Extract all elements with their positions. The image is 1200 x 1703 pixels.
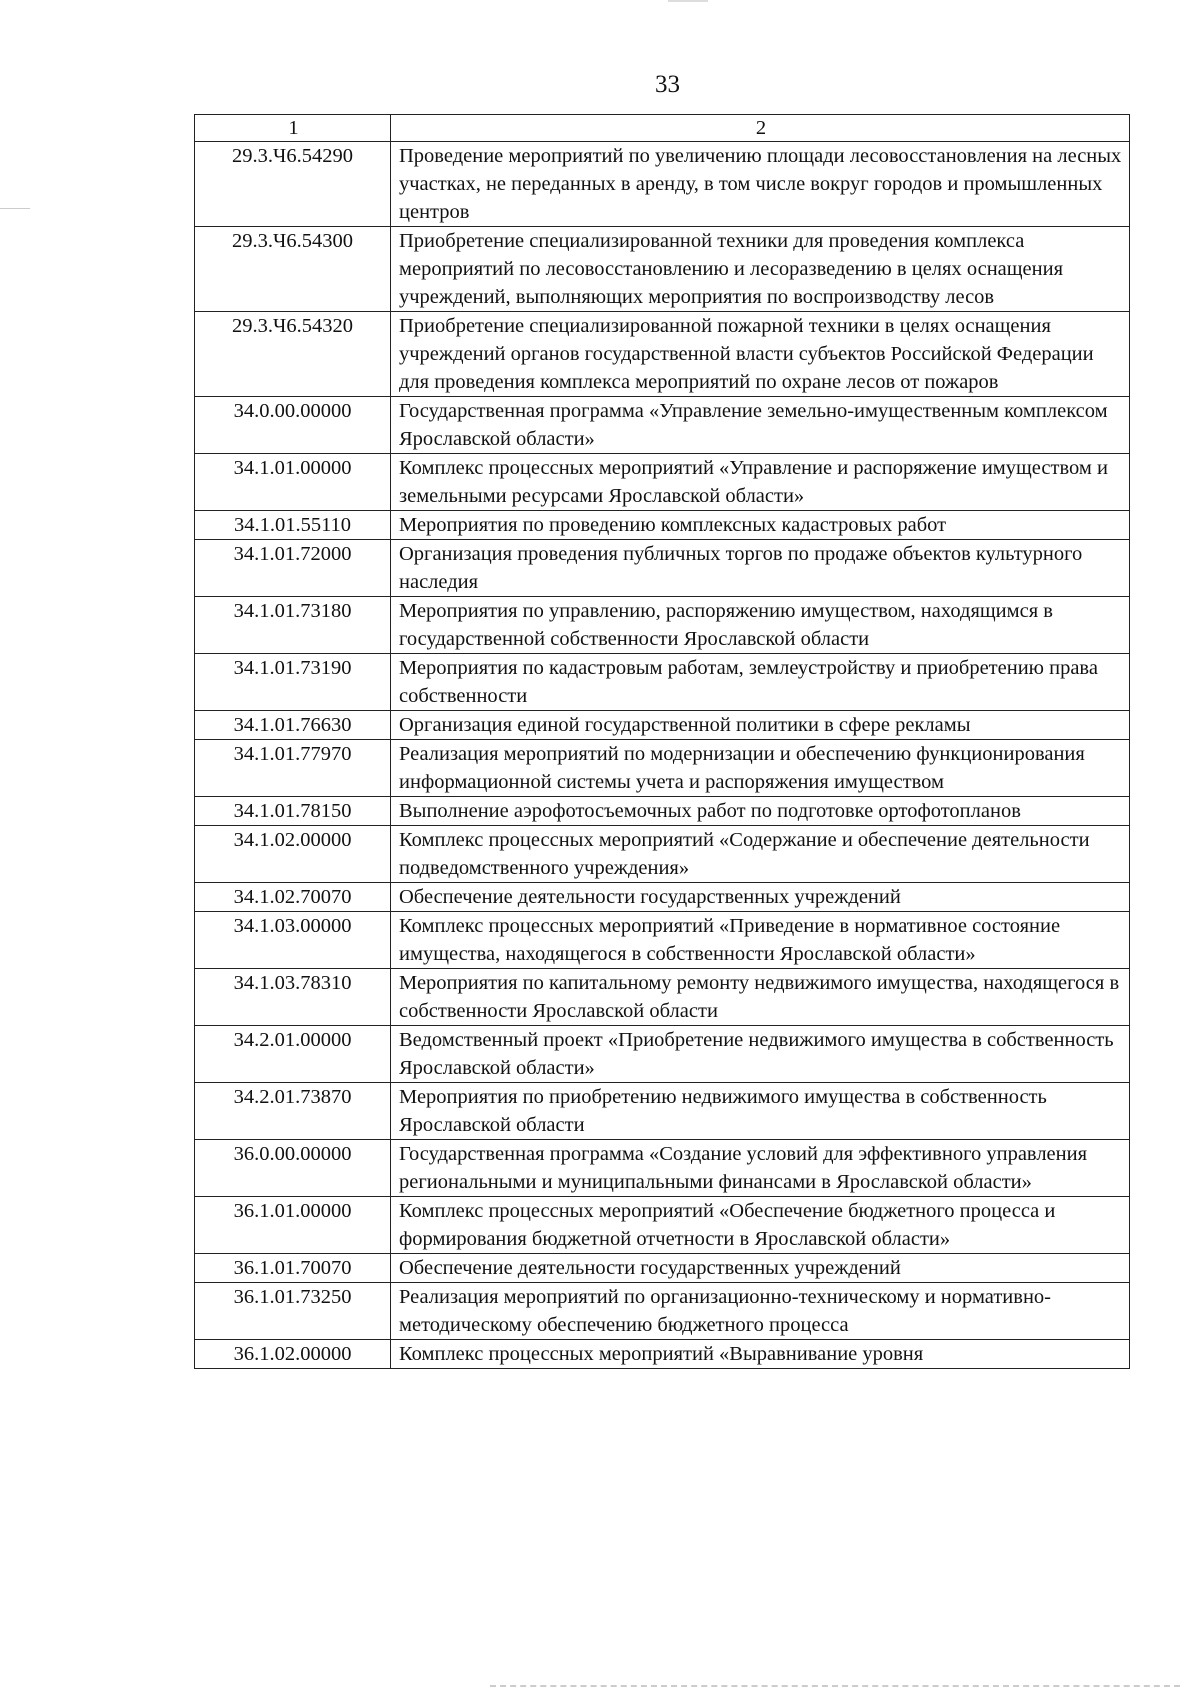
row-name: Мероприятия по управлению, распоряжению имуществом, находящимся в государственной собственности Ярославской области [391, 597, 1130, 654]
table-row [195, 1340, 1130, 1369]
row-name: Комплекс процессных мероприятий «Приведение в нормативное состояние имущества, находящегося в собственности Ярославской области» [391, 912, 1130, 969]
row-code: 34.1.01.72000 [195, 540, 391, 597]
table-body [195, 142, 1130, 1369]
row-code: 34.2.01.73870 [195, 1083, 391, 1140]
row-name: Реализация мероприятий по организационно-техническому и нормативно-методическому обеспечению бюджетного процесса [391, 1283, 1130, 1340]
scan-mark-top [668, 0, 708, 2]
row-code: 34.1.01.00000 [195, 454, 391, 511]
table-row [195, 142, 1130, 227]
table-row [195, 912, 1130, 969]
page-number: 33 [655, 71, 680, 98]
table-row [195, 797, 1130, 826]
table-row [195, 826, 1130, 883]
table-row [195, 540, 1130, 597]
table-row [195, 1283, 1130, 1340]
table-row [195, 1140, 1130, 1197]
row-name: Комплекс процессных мероприятий «Управление и распоряжение имуществом и земельными ресурсами Ярославской области» [391, 454, 1130, 511]
row-code: 36.1.02.00000 [195, 1340, 391, 1369]
row-name: Выполнение аэрофотосъемочных работ по подготовке ортофотопланов [391, 797, 1130, 826]
table-row [195, 740, 1130, 797]
row-name: Организация проведения публичных торгов по продаже объектов культурного наследия [391, 540, 1130, 597]
table-row [195, 454, 1130, 511]
row-name: Организация единой государственной политики в сфере рекламы [391, 711, 1130, 740]
row-code: 29.3.Ч6.54300 [195, 227, 391, 312]
row-code: 34.1.03.00000 [195, 912, 391, 969]
row-name: Мероприятия по кадастровым работам, землеустройству и приобретению права собственности [391, 654, 1130, 711]
table-row [195, 883, 1130, 912]
row-name: Приобретение специализированной техники для проведения комплекса мероприятий по лесовосстановлению и лесоразведению в целях оснащения учреждений, выполняющих мероприятия по воспроизводству лесов [391, 227, 1130, 312]
row-code: 34.1.02.70070 [195, 883, 391, 912]
row-code: 34.1.02.00000 [195, 826, 391, 883]
column-header-code: 1 [195, 115, 391, 142]
row-code: 29.3.Ч6.54320 [195, 312, 391, 397]
table-row [195, 227, 1130, 312]
row-name: Проведение мероприятий по увеличению площади лесовосстановления на лесных участках, не переданных в аренду, в том числе вокруг городов и промышленных центров [391, 142, 1130, 227]
row-code: 34.1.01.77970 [195, 740, 391, 797]
row-code: 34.1.01.78150 [195, 797, 391, 826]
scan-mark-left [0, 208, 30, 209]
classification-table [194, 114, 1130, 1369]
row-name: Государственная программа «Создание условий для эффективного управления региональными и муниципальными финансами в Ярославской области» [391, 1140, 1130, 1197]
table-row [195, 511, 1130, 540]
row-name: Реализация мероприятий по модернизации и обеспечению функционирования информационной системы учета и распоряжения имуществом [391, 740, 1130, 797]
row-name: Приобретение специализированной пожарной техники в целях оснащения учреждений органов государственной власти субъектов Российской Федерации для проведения комплекса мероприятий по охране лесов от пожаров [391, 312, 1130, 397]
column-header-name: 2 [391, 115, 1130, 142]
table-row [195, 1026, 1130, 1083]
row-code: 29.3.Ч6.54290 [195, 142, 391, 227]
row-name: Мероприятия по проведению комплексных кадастровых работ [391, 511, 1130, 540]
row-name: Комплекс процессных мероприятий «Выравнивание уровня [391, 1340, 1130, 1369]
row-name: Обеспечение деятельности государственных учреждений [391, 883, 1130, 912]
row-code: 34.1.01.73180 [195, 597, 391, 654]
table-row [195, 969, 1130, 1026]
row-code: 36.1.01.73250 [195, 1283, 391, 1340]
table-row [195, 654, 1130, 711]
row-name: Ведомственный проект «Приобретение недвижимого имущества в собственность Ярославской области» [391, 1026, 1130, 1083]
row-code: 34.2.01.00000 [195, 1026, 391, 1083]
scan-mark-bottom [490, 1685, 1180, 1691]
row-code: 34.1.01.55110 [195, 511, 391, 540]
row-code: 34.1.03.78310 [195, 969, 391, 1026]
row-code: 36.1.01.70070 [195, 1254, 391, 1283]
row-name: Комплекс процессных мероприятий «Содержание и обеспечение деятельности подведомственного учреждения» [391, 826, 1130, 883]
table-row [195, 397, 1130, 454]
table-row [195, 312, 1130, 397]
row-code: 34.1.01.73190 [195, 654, 391, 711]
row-name: Обеспечение деятельности государственных учреждений [391, 1254, 1130, 1283]
table-row [195, 597, 1130, 654]
row-name: Мероприятия по капитальному ремонту недвижимого имущества, находящегося в собственности Ярославской области [391, 969, 1130, 1026]
row-code: 36.1.01.00000 [195, 1197, 391, 1254]
table-row [195, 1254, 1130, 1283]
row-name: Государственная программа «Управление земельно-имущественным комплексом Ярославской области» [391, 397, 1130, 454]
row-code: 34.0.00.00000 [195, 397, 391, 454]
table-row [195, 1197, 1130, 1254]
table-row [195, 1083, 1130, 1140]
row-name: Мероприятия по приобретению недвижимого имущества в собственность Ярославской области [391, 1083, 1130, 1140]
table-header-row [195, 115, 1130, 142]
row-code: 34.1.01.76630 [195, 711, 391, 740]
table-row [195, 711, 1130, 740]
row-code: 36.0.00.00000 [195, 1140, 391, 1197]
row-name: Комплекс процессных мероприятий «Обеспечение бюджетного процесса и формирования бюджетной отчетности в Ярославской области» [391, 1197, 1130, 1254]
